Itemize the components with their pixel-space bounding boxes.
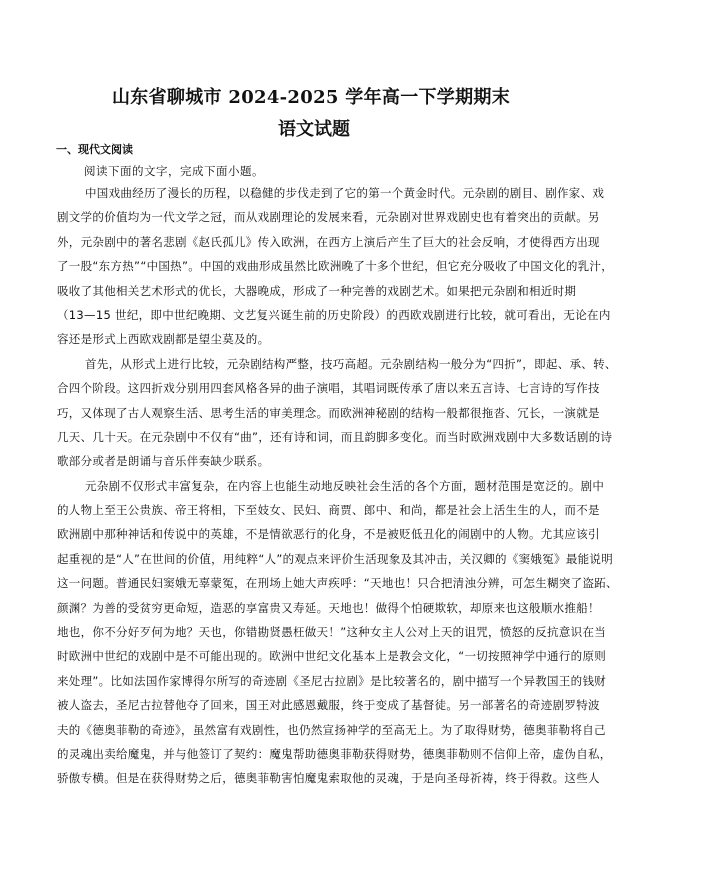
document-subtitle: 语文试题 — [278, 119, 350, 140]
passage-body — [57, 185, 618, 795]
paragraph-line: 首先，从形式上进行比较，元杂剧结构严整，技巧高超。元杂剧结构一般分为“四折”，即起、承、转、 — [85, 356, 617, 371]
paragraph-line: 骄傲专横。但是在获得财势之后，德奥菲勒害怕魔鬼索取他的灵魂，于是向圣母祈祷，终于得救。这些人 — [57, 771, 600, 786]
paragraph-line: 几天、几十天。在元杂剧中不仅有“曲”，还有诗和词，而且韵脚多变化。而当时欧洲戏剧中大多数话剧的诗 — [57, 429, 613, 444]
paragraph-line: 中国戏曲经历了漫长的历程，以稳健的步伐走到了它的第一个黄金时代。元杂剧的剧目、剧作家、戏 — [85, 186, 605, 200]
paragraph-line: 的灵魂出卖给魔鬼，并与他签订了契约：魔鬼帮助德奥菲勒获得财势，德奥菲勒则不信仰上帝，虚伪自私， — [57, 746, 612, 761]
paragraph-line: 元杂剧不仅形式丰富复杂，在内容上也能生动地反映社会生活的各个方面，题材范围是宽泛的。剧中 — [85, 478, 605, 493]
paragraph-line: 吸收了其他相关艺术形式的优长，大器晚成，形成了一种完善的戏剧艺术。如果把元杂剧和相近时期 — [57, 283, 577, 298]
paragraph-line: 歌部分或者是朗诵与音乐伴奏缺少联系。 — [57, 454, 270, 469]
paragraph-line: （13—15 世纪，即中世纪晚期、文艺复兴诞生前的历史阶段）的西欧戏剧进行比较，就可看出，无论在内 — [57, 307, 611, 322]
paragraph-line: 巧，又体现了古人观察生活、思考生活的审美理念。而欧洲神秘剧的结构一般都很拖沓、冗长，一演就是 — [57, 405, 600, 420]
paragraph-line: 被人盗去，圣尼古拉替他夺了回来，国王对此感恩戴服，终于变成了基督徒。另一部著名的奇迹剧罗特波 — [57, 698, 600, 713]
reading-instruction: 阅读下面的文字，完成下面小题。 — [84, 164, 264, 178]
paragraph-line: 来处理”。比如法国作家博得尔所写的奇迹剧《圣尼古拉剧》是比较著名的，剧中描写一个异教国王的钱财 — [57, 673, 607, 688]
paragraph-line: 欧洲剧中那种神话和传说中的英雄，不是情欲恶行的化身，不是被贬低丑化的闹剧中的人物。尤其应该引 — [57, 527, 600, 542]
paragraph-line: 这一问题。普通民妇窦娥无辜蒙冤，在刑场上她大声疾呼：“天地也！只合把清浊分辨，可怎生糊突了盗跖、 — [57, 576, 618, 591]
paragraph-line: 的人物上至王公贵族、帝王将相，下至妓女、民妇、商贾、郎中、和尚，都是社会上活生生的人，而不是 — [57, 503, 600, 518]
paragraph-line: 起重视的是“人”在世间的价值，用纯粹“人”的观点来评价生活现象及其冲击，关汉卿的《窦娥冤》最能说明 — [57, 551, 614, 566]
paragraph-line: 颜渊？为善的受贫穷更命短，造恶的享富贵又寿延。天地也！做得个怕硬欺软，却原来也这般顺水推船！ — [57, 600, 600, 615]
paragraph-line: 剧文学的价值均为一代文学之冠，而从戏剧理论的发展来看，元杂剧对世界戏剧史也有着突出的贡献。另 — [57, 210, 600, 225]
paragraph-line: 地也，你不分好歹何为地？天也，你错勘贤愚枉做天！”这种女主人公对上天的诅咒，愤怒的反抗意识在当 — [57, 625, 607, 640]
paragraph-line: 了一股“东方热”“中国热”。中国的戏曲形成虽然比欧洲晚了十多个世纪，但它充分吸收了中国文化的乳汁， — [57, 259, 614, 274]
paragraph-line: 外，元杂剧中的著名悲剧《赵氏孤儿》传入欧洲，在西方上演后产生了巨大的社会反响，才使得西方出现 — [57, 234, 600, 249]
document-title: 山东省聊城市 2024-2025 学年高一下学期期末 — [112, 87, 510, 108]
paragraph-line: 时欧洲中世纪的戏剧中是不可能出现的。欧洲中世纪文化基本上是教会文化，“一切按照神学中通行的原则 — [57, 649, 607, 664]
section-heading: 一、现代文阅读 — [56, 143, 133, 156]
paragraph-line: 合四个阶段。这四折戏分别用四套风格各异的曲子演唱，其唱词既传承了唐以来五言诗、七言诗的写作技 — [57, 381, 600, 396]
paragraph-line: 容还是形式上西欧戏剧都是望尘莫及的。 — [57, 332, 270, 347]
paragraph-line: 夫的《德奥菲勒的奇迹》，虽然富有戏剧性，也仍然宣扬神学的至高无上。为了取得财势，德奥菲勒将自己 — [57, 722, 606, 737]
